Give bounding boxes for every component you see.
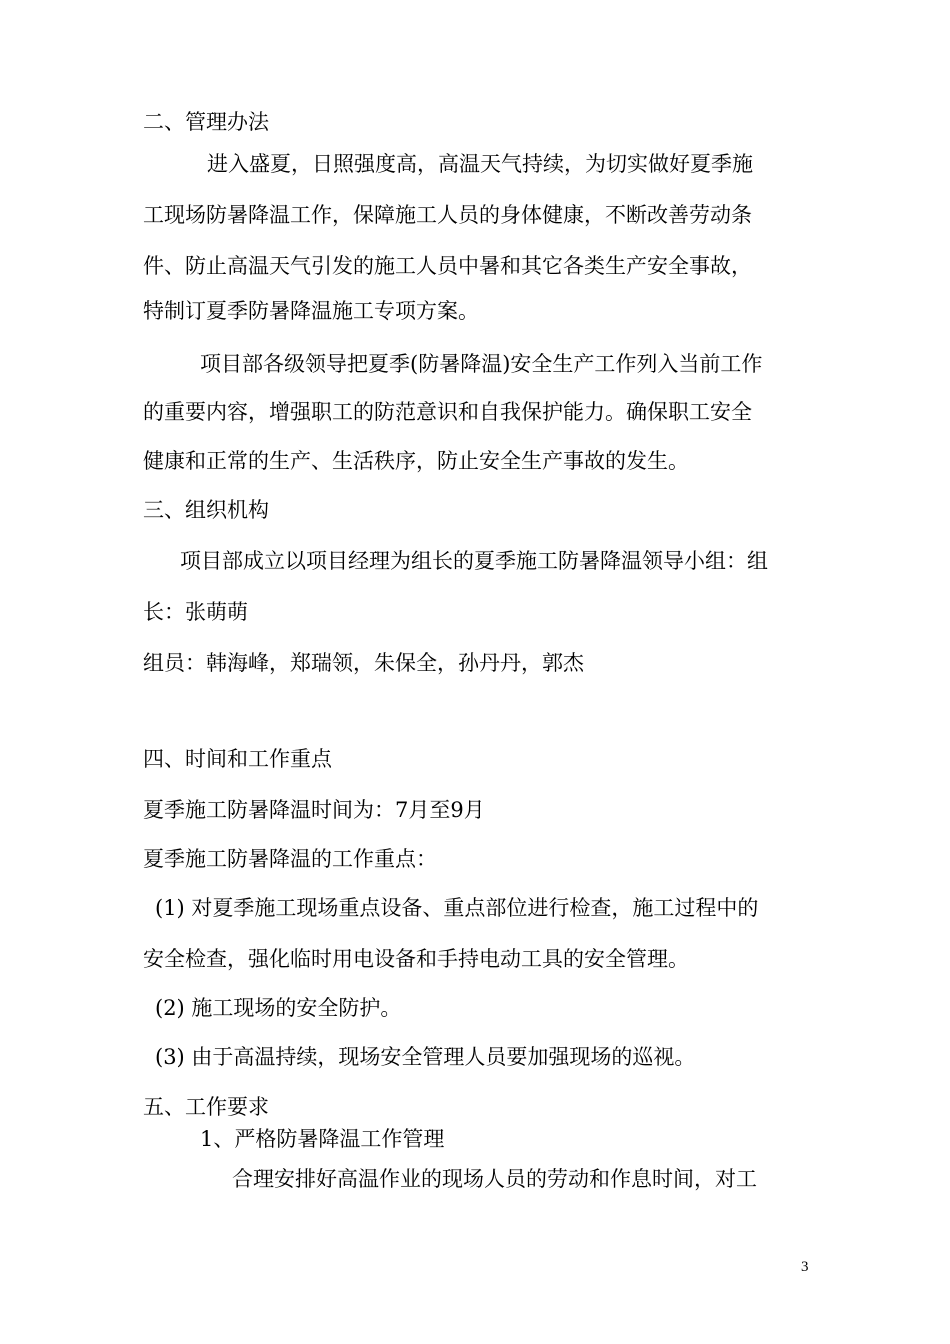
paragraph-line: 健康和正常的生产、生活秩序，防止安全生产事故的发生。 xyxy=(143,449,689,473)
paragraph-line: 组员：韩海峰，郑瑞领，朱保全，孙丹丹，郭杰 xyxy=(143,651,584,675)
paragraph-line: 安全检查，强化临时用电设备和手持电动工具的安全管理。 xyxy=(143,947,689,971)
paragraph-line: 进入盛夏，日照强度高，高温天气持续，为切实做好夏季施 xyxy=(207,152,753,176)
paragraph-line: 项目部各级领导把夏季(防暑降温)安全生产工作列入当前工作 xyxy=(200,352,763,376)
section-heading-schedule: 四、时间和工作重点 xyxy=(143,747,332,771)
paragraph-line: 项目部成立以项目经理为组长的夏季施工防暑降温领导小组：组 xyxy=(180,549,768,573)
paragraph-line: 夏季施工防暑降温的工作重点： xyxy=(143,847,437,871)
paragraph-line: 特制订夏季防暑降温施工专项方案。 xyxy=(143,299,479,323)
section-heading-requirements: 五、工作要求 xyxy=(143,1095,269,1119)
list-item: (1) 对夏季施工现场重点设备、重点部位进行检查，施工过程中的 xyxy=(155,896,759,920)
section-heading-organization: 三、组织机构 xyxy=(143,498,269,522)
page-number: 3 xyxy=(801,1259,809,1275)
paragraph-line: 件、防止高温天气引发的施工人员中暑和其它各类生产安全事故， xyxy=(143,254,752,278)
paragraph-line: 工现场防暑降温工作，保障施工人员的身体健康，不断改善劳动条 xyxy=(143,203,752,227)
list-item: (2) 施工现场的安全防护。 xyxy=(155,996,402,1020)
subheading: 1、严格防暑降温工作管理 xyxy=(200,1127,445,1151)
paragraph-line: 的重要内容，增强职工的防范意识和自我保护能力。确保职工安全 xyxy=(143,400,752,424)
section-heading-management: 二、管理办法 xyxy=(143,110,269,134)
paragraph-line: 夏季施工防暑降温时间为：7月至9月 xyxy=(143,798,485,822)
paragraph-line: 长：张萌萌 xyxy=(143,600,248,624)
paragraph-line: 合理安排好高温作业的现场人员的劳动和作息时间，对工 xyxy=(232,1167,757,1191)
list-item: (3) 由于高温持续，现场安全管理人员要加强现场的巡视。 xyxy=(155,1045,696,1069)
